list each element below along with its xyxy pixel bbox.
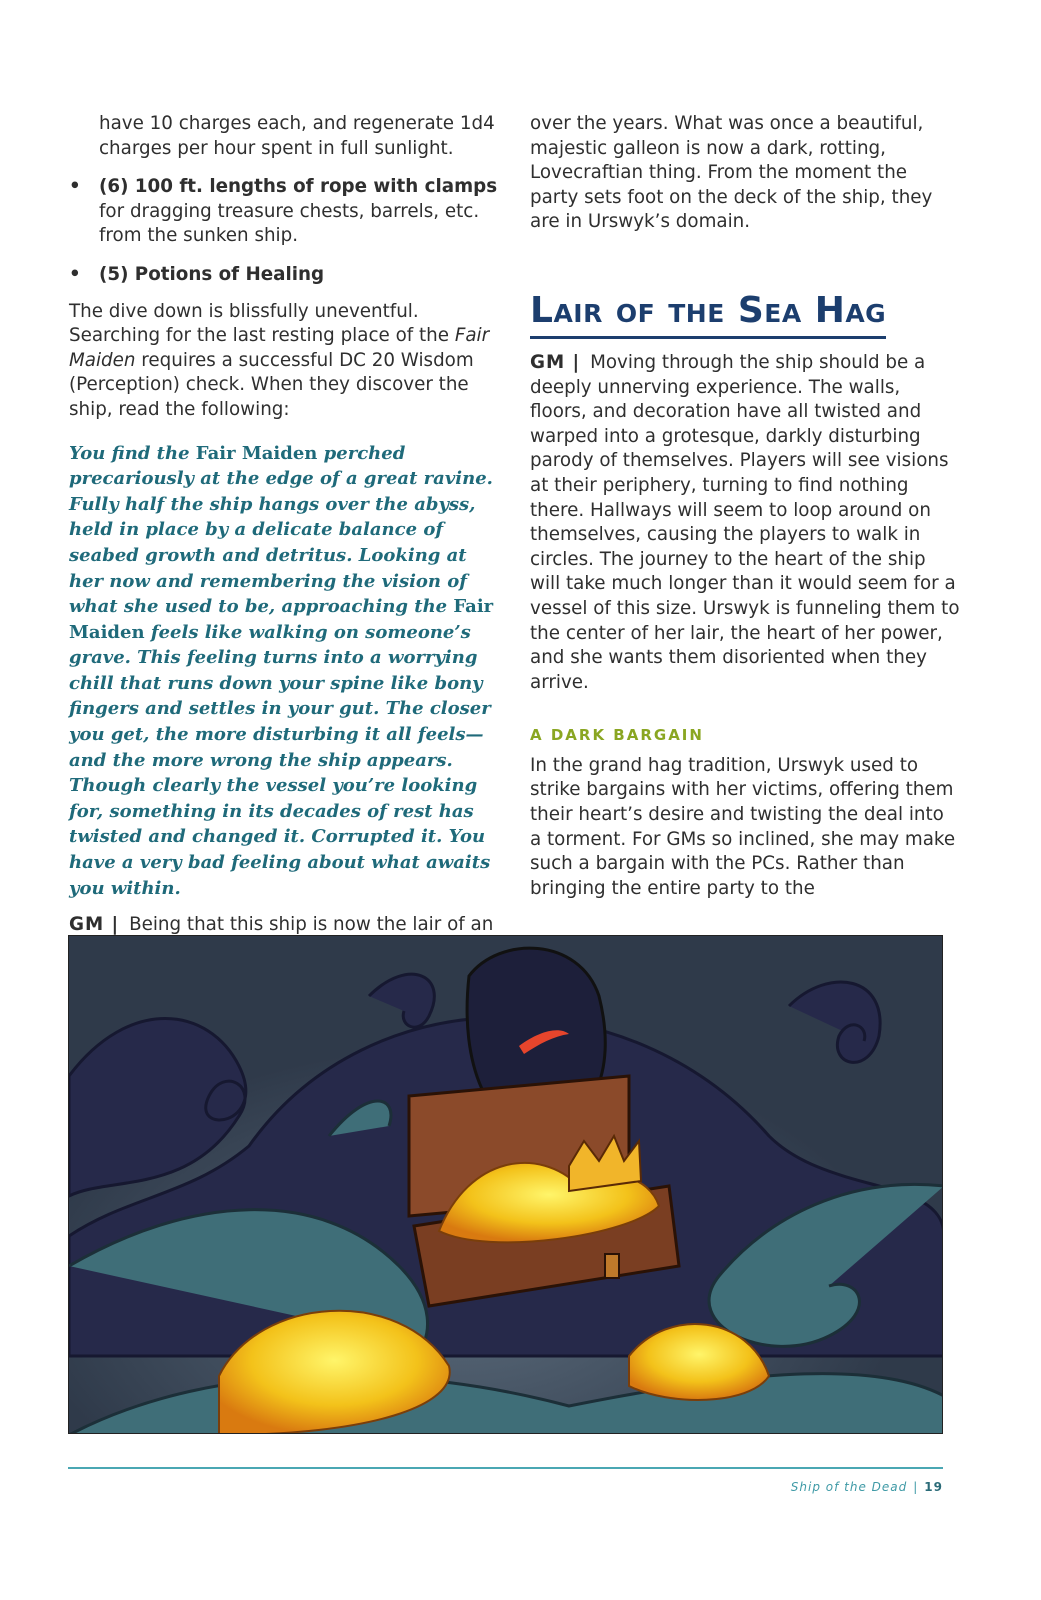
list-item-bold: (5) Potions of Healing	[99, 263, 325, 285]
list-item	[69, 175, 499, 249]
sea-hag-illustration	[68, 935, 943, 1434]
bullet-icon: •	[69, 263, 81, 285]
read-aloud-box	[69, 441, 499, 902]
section-heading: Lair of the Sea Hag	[530, 289, 886, 339]
left-column	[69, 112, 499, 962]
footer-title: Ship of the Dead	[790, 1480, 908, 1494]
list-item	[69, 263, 499, 288]
dive-paragraph-text-end: requires a successful DC 20 Wisdom (Perception) check. When they discover the ship, read the following:	[69, 349, 474, 420]
subsection-heading: A DARK BARGAIN	[530, 726, 704, 745]
dive-paragraph	[69, 300, 499, 423]
dive-paragraph-text: The dive down is blissfully uneventful. Searching for the last resting place of the	[69, 300, 455, 347]
gm-label: GM |	[69, 914, 120, 936]
ship-name-italic: Fair Maiden	[69, 325, 490, 371]
right-column	[530, 112, 960, 901]
list-item-text: for dragging treasure chests, barrels, etc. from the sunken ship.	[99, 200, 480, 247]
lock-icon	[605, 1254, 619, 1278]
page-footer	[791, 1480, 943, 1494]
gm-note-text: Moving through the ship should be a deeply unnerving experience. The walls, floors, and decoration have all twisted and warped into a grotesque, darkly disturbing parody of themselves. Players will see visions at their periphery, turning to find nothing there. Hallways will seem to loop around on themselves, causing the players to walk in circles. The journey to the heart of the ship will take much longer than it would seem for a vessel of this size. Urswyk is funneling them to the center of her lair, the heart of her power, and she wants them disoriented when they arrive.	[530, 351, 960, 693]
gm-label: GM |	[530, 351, 581, 373]
read-aloud-text: perched precariously at the edge of a great ravine. Fully half the ship hangs over the abyss, held in place by a delicate balance of seabed growth and detritus. Looking at her now and remembering the vision of what she used to be, approaching the	[69, 442, 493, 618]
read-aloud-ship-name: Fair Maiden	[195, 442, 318, 464]
bullet-icon: •	[69, 176, 81, 198]
continued-paragraph: over the years. What was once a beautiful, majestic galleon is now a dark, rotting, Lovecraftian thing. From the moment the party sets foot on the deck of the ship, they are in Urswyk’s domain.	[530, 113, 933, 233]
bargain-paragraph: In the grand hag tradition, Urswyk used to strike bargains with her victims, offering them their heart’s desire and twisting the deal into a torment. For GMs so inclined, she may make such a bargain with the PCs. Rather than bringing the entire party to the	[530, 754, 956, 899]
read-aloud-text: You find the	[69, 442, 196, 464]
illustration-artwork	[69, 936, 943, 1434]
read-aloud-text: feels like walking on someone’s grave. This feeling turns into a worrying chill that runs down your spine like bony fingers and settles in your gut. The closer you get, the more disturbing it all feels—and the more wrong the ship appears. Though clearly the vessel you’re looking for, something in its decades of rest has twisted and changed it. Corrupted it. You have a very bad feeling about what awaits you within.	[69, 621, 491, 899]
footer-separator: |	[913, 1480, 919, 1494]
footer-rule	[68, 1467, 943, 1469]
list-item-bold: (6) 100 ft. lengths of rope with clamps	[99, 176, 498, 198]
page-number: 19	[924, 1480, 943, 1494]
gm-note-text: Being that this ship is now the lair of an	[129, 914, 494, 936]
gm-note-paragraph	[530, 351, 960, 695]
continued-list-text: have 10 charges each, and regenerate 1d4 charges per hour spent in full sunlight.	[99, 113, 495, 159]
read-aloud-ship-name: Fair Maiden	[69, 596, 494, 643]
